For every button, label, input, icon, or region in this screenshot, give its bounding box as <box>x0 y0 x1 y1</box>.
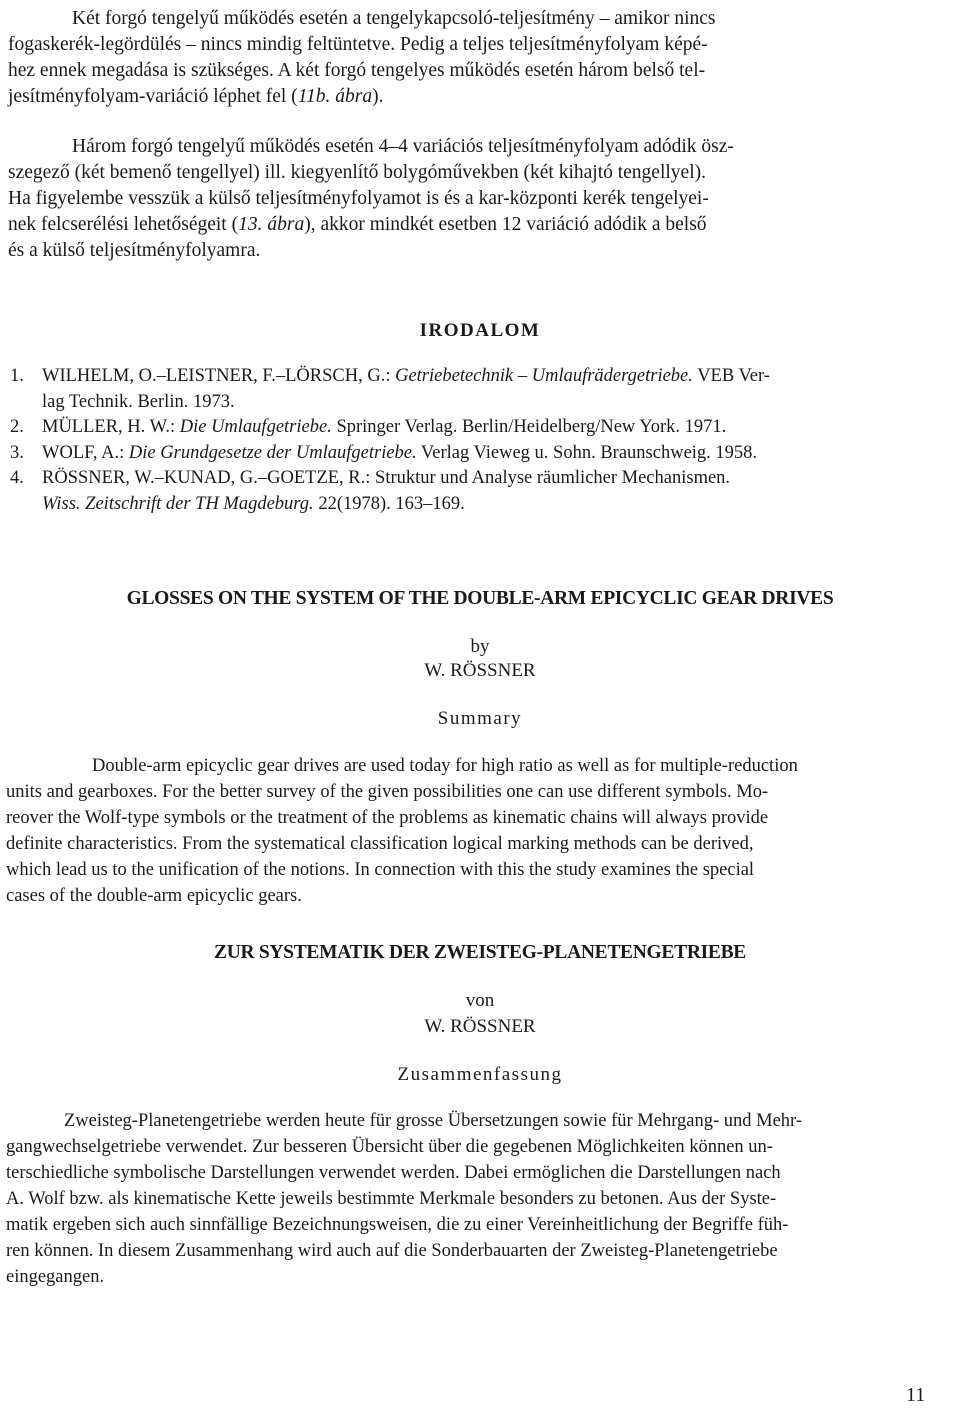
text-line: hez ennek megadása is szükséges. A két forgó tengelyes működés esetén három belső tel- <box>8 60 706 81</box>
text-line: units and gearboxes. For the better survey of the given possibilities one can use different symbols. Mo- <box>6 782 769 802</box>
english-section-heading: Summary <box>437 708 523 729</box>
reference-item: 4. RÖSSNER, W.–KUNAD, G.–GOETZE, R.: Struktur und Analyse räumlicher Mechanismen. Wiss. Zeitschrift der TH Magdeburg. 22(1978). 163–169. <box>10 468 731 514</box>
german-section-heading: Zusammenfassung <box>397 1064 563 1085</box>
intro-paragraph-2 <box>8 134 938 264</box>
text-line: Három forgó tengelyű működés esetén 4–4 variációs teljesítményfolyam adódik ösz- <box>72 136 734 157</box>
text-line: terschiedliche symbolische Darstellungen verwendet werden. Dabei ermöglichen die Darstellungen nach <box>6 1163 781 1183</box>
text-line: which lead us to the unification of the notions. In connection with this the study examines the special <box>6 860 755 880</box>
text-line: szegező (két bemenő tengellyel) ill. kiegyenlítő bolygóművekben (két kihajtó tengellyel). <box>8 162 706 183</box>
text-line: eingegangen. <box>6 1267 105 1287</box>
text-line: ren können. In diesem Zusammenhang wird auch auf die Sonderbauarten der Zweisteg-Planetengetriebe <box>6 1241 778 1261</box>
text-line: Zweisteg-Planetengetriebe werden heute für grosse Übersetzungen sowie für Mehrgang- und Mehr- <box>64 1111 803 1131</box>
text-line: és a külső teljesítményfolyamra. <box>8 240 261 261</box>
text-line: nek felcserélési lehetőségeit (13. ábra), akkor mindkét esetben 12 variáció adódik a belső <box>8 214 707 235</box>
text-line: cases of the double-arm epicyclic gears. <box>6 886 302 906</box>
text-line: Ha figyelembe vesszük a külső teljesítményfolyamot is és a kar-központi kerék tengelyei- <box>8 188 709 209</box>
german-title: ZUR SYSTEMATIK DER ZWEISTEG-PLANETENGETRIEBE <box>213 942 747 963</box>
reference-item: 1. WILHELM, O.–LEISTNER, F.–LÖRSCH, G.: Getriebetechnik – Umlaufrädergetriebe. VEB Ver- lag Technik. Berlin. 1973. <box>10 366 770 412</box>
references-heading: IRODALOM <box>419 320 541 341</box>
figure-reference: 13. ábra <box>238 214 305 235</box>
reference-item: 3. WOLF, A.: Die Grundgesetze der Umlaufgetriebe. Verlag Vieweg u. Sohn. Braunschweig. 1958. <box>10 442 758 463</box>
text-line: matik ergeben sich auch sinnfällige Bezeichnungsweisen, die zu einer Vereinheitlichung der Begriffe füh- <box>6 1215 789 1235</box>
references-list <box>10 364 940 517</box>
intro-paragraph-1 <box>8 6 938 110</box>
reference-item: 2. MÜLLER, H. W.: Die Umlaufgetriebe. Springer Verlag. Berlin/Heidelberg/New York. 1971. <box>10 417 727 437</box>
german-author: W. RÖSSNER <box>424 1016 536 1037</box>
text-line: gangwechselgetriebe verwendet. Zur besseren Übersicht über die gegebenen Möglichkeiten können un- <box>6 1137 773 1157</box>
english-summary <box>6 753 946 909</box>
text-line: A. Wolf bzw. als kinematische Kette jeweils bestimmte Merkmale besonders zu betonen. Aus der Syste- <box>6 1189 777 1209</box>
english-author: W. RÖSSNER <box>424 660 536 681</box>
text-line: jesítményfolyam-variáció léphet fel (11b. ábra). <box>8 86 384 107</box>
figure-reference: 11b. ábra <box>297 86 373 107</box>
page-number: 11 <box>906 1384 926 1406</box>
text-line: Double-arm epicyclic gear drives are used today for high ratio as well as for multiple-reduction <box>92 756 798 776</box>
text-line: definite characteristics. From the systematical classification logical marking methods can be derived, <box>6 834 754 854</box>
english-by: by <box>470 636 490 657</box>
german-by: von <box>465 990 495 1011</box>
text-line: reover the Wolf-type symbols or the treatment of the problems as kinematic chains will always provide <box>6 808 769 828</box>
english-title: GLOSSES ON THE SYSTEM OF THE DOUBLE-ARM EPICYCLIC GEAR DRIVES <box>126 588 834 609</box>
german-summary <box>6 1108 946 1290</box>
text-line: fogaskerék-legördülés – nincs mindig feltüntetve. Pedig a teljes teljesítményfolyam képé- <box>8 34 708 55</box>
text-line: Két forgó tengelyű működés esetén a tengelykapcsoló-teljesítmény – amikor nincs <box>72 8 716 29</box>
